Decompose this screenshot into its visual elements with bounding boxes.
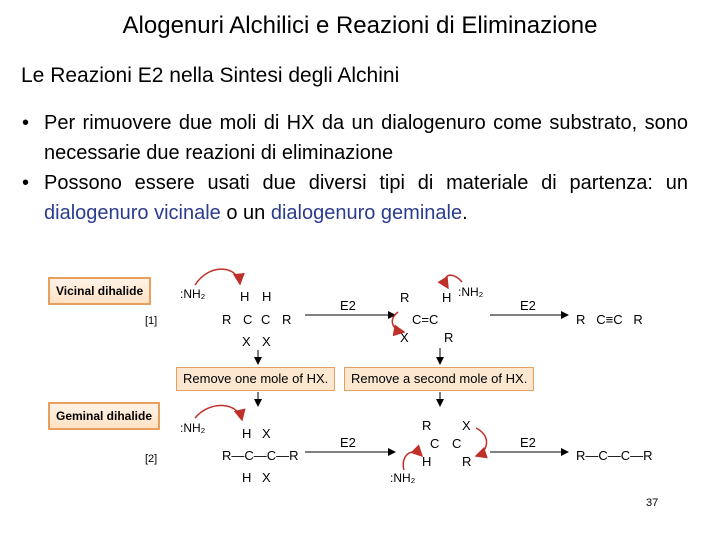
atom-label: H bbox=[242, 426, 252, 441]
curved-arrow bbox=[403, 452, 422, 470]
atom-label: R bbox=[422, 418, 432, 433]
atom-label: H bbox=[442, 290, 452, 305]
base-label: :NH₂ bbox=[180, 287, 206, 301]
equation-number-2: [2] bbox=[145, 453, 158, 465]
base-label: :NH₂ bbox=[390, 471, 416, 485]
bullet-text: Possono essere usati due diversi tipi di materiale di partenza: un bbox=[44, 172, 688, 194]
reagent-label: E2 bbox=[520, 435, 536, 450]
page-number: 37 bbox=[646, 497, 659, 509]
atom-label: X bbox=[262, 426, 271, 441]
alkyne-product: R C≡C R bbox=[576, 312, 643, 327]
highlight-vicinal: dialogenuro vicinale bbox=[44, 202, 221, 224]
atom-label: X bbox=[400, 330, 409, 345]
atom-label: R bbox=[222, 312, 232, 327]
slide-subtitle: Le Reazioni E2 nella Sintesi degli Alchini bbox=[21, 64, 400, 87]
bullet-text: Per rimuovere due moli di HX da un dialogenuro come substrato, sono necessarie due reazioni di eliminazione bbox=[44, 112, 688, 164]
atom-label: H bbox=[240, 289, 250, 304]
step-one-box: Remove one mole of HX. bbox=[176, 367, 335, 391]
atom-label: R—C—C—R bbox=[222, 448, 299, 463]
slide-title: Alogenuri Alchilici e Reazioni di Eliminazione bbox=[122, 12, 598, 39]
curved-arrow bbox=[392, 312, 404, 332]
geminal-dihalide-label: Geminal dihalide bbox=[48, 402, 160, 430]
equation-number-1: [1] bbox=[145, 315, 158, 327]
atom-label: R bbox=[400, 290, 410, 305]
curved-arrow bbox=[476, 428, 487, 456]
atom-label: X bbox=[242, 334, 251, 349]
step-two-box: Remove a second mole of HX. bbox=[344, 367, 534, 391]
atom-label: H bbox=[422, 454, 432, 469]
base-label: :NH₂ bbox=[180, 421, 206, 435]
atom-label: X bbox=[462, 418, 471, 433]
bullet-list bbox=[22, 108, 688, 228]
atom-label: C bbox=[452, 436, 462, 451]
atom-label: X bbox=[262, 334, 271, 349]
atom-label: H bbox=[262, 289, 272, 304]
atom-label: C bbox=[243, 312, 253, 327]
highlight-geminal: dialogenuro geminale bbox=[270, 202, 463, 224]
curved-arrow bbox=[195, 269, 240, 285]
atom-label: R bbox=[462, 454, 472, 469]
atom-label: C=C bbox=[412, 312, 439, 327]
atom-label: X bbox=[262, 470, 271, 485]
atom-label: C bbox=[430, 436, 440, 451]
atom-label: H bbox=[242, 470, 252, 485]
reagent-label: E2 bbox=[340, 298, 356, 313]
reaction-scheme bbox=[0, 260, 720, 500]
atom-label: C bbox=[261, 312, 271, 327]
atom-label: R bbox=[282, 312, 292, 327]
alkyne-product: R—C—C—R bbox=[576, 448, 653, 463]
base-label: :NH₂ bbox=[458, 285, 484, 299]
reagent-label: E2 bbox=[340, 435, 356, 450]
bullet-item: • Per rimuovere due moli di HX da un dialogenuro come substrato, sono necessarie due reazioni di eliminazione bbox=[22, 112, 688, 164]
reaction-diagram bbox=[0, 260, 720, 500]
bullet-text: o un bbox=[220, 202, 271, 224]
atom-label: R bbox=[444, 330, 454, 345]
vicinal-dihalide-label: Vicinal dihalide bbox=[48, 277, 151, 305]
bullet-item: • Possono essere usati due diversi tipi di materiale di partenza: un dialogenuro vicinale o un dialogenuro geminale. bbox=[22, 172, 688, 224]
bullet-text: . bbox=[462, 202, 468, 224]
reagent-label: E2 bbox=[520, 298, 536, 313]
curved-arrow bbox=[195, 405, 242, 420]
